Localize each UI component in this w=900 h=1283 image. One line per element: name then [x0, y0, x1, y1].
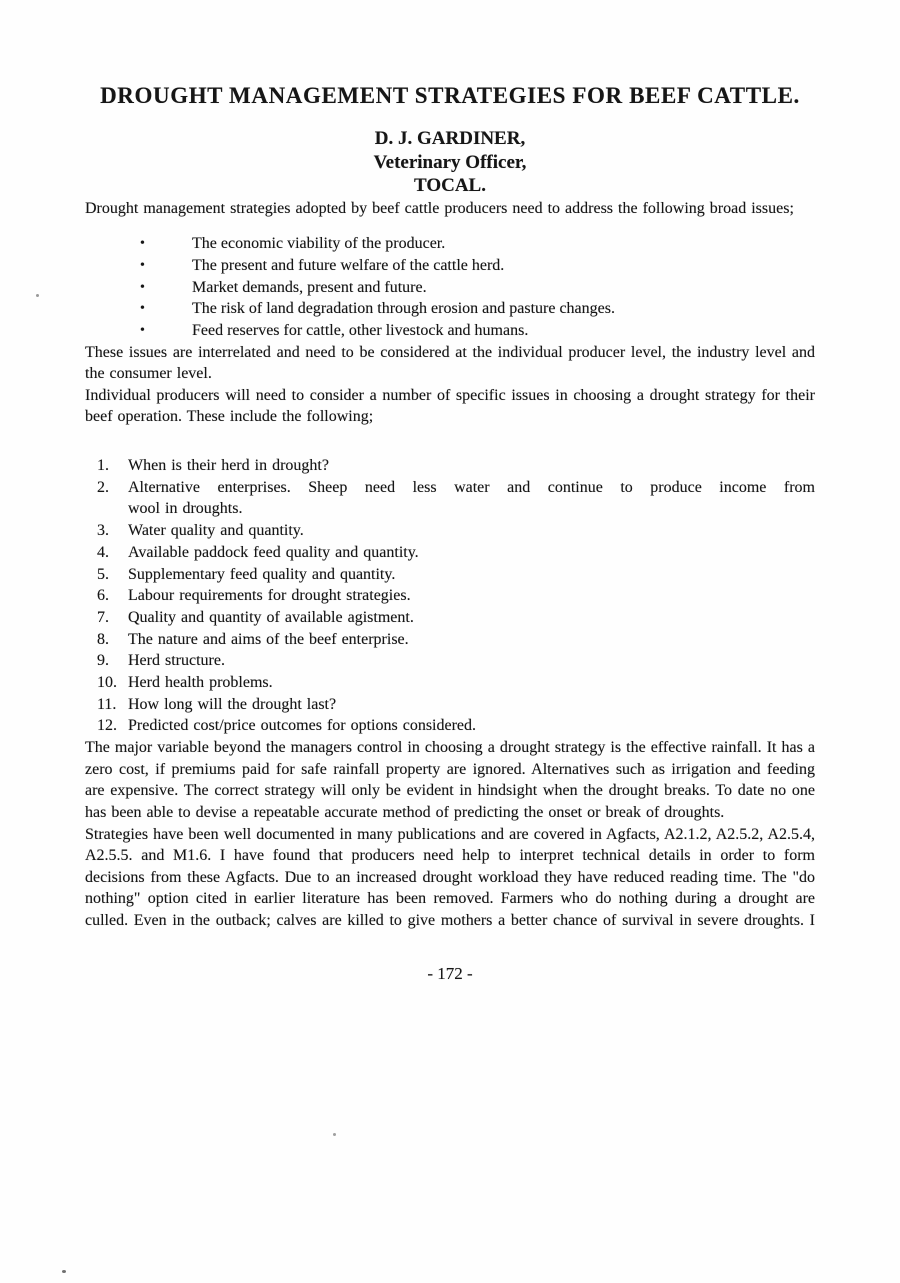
- item-number: 6.: [97, 587, 109, 605]
- item-number: 10.: [97, 674, 117, 692]
- bullet-text: Market demands, present and future.: [192, 278, 427, 296]
- item-number: 7.: [97, 608, 109, 626]
- list-item: [85, 298, 815, 320]
- paragraph-interrelated: These issues are interrelated and need to be considered at the individual producer level, the industry level and the consumer level.: [85, 343, 815, 383]
- list-item: [97, 564, 815, 586]
- list-item: [97, 607, 815, 629]
- item-number: 12.: [97, 717, 117, 735]
- scan-speck: [333, 1133, 336, 1136]
- numbered-list: [97, 455, 815, 737]
- bullet-icon: •: [140, 322, 145, 338]
- list-item: [85, 320, 815, 342]
- list-item: [97, 672, 815, 694]
- author-block: [85, 127, 815, 198]
- list-item: [97, 694, 815, 716]
- list-item: [97, 629, 815, 651]
- scan-speck: [36, 294, 39, 297]
- item-text: Available paddock feed quality and quantity.: [128, 543, 419, 561]
- list-item: [97, 715, 815, 737]
- bullet-text: The risk of land degradation through erosion and pasture changes.: [192, 300, 615, 318]
- list-item: [97, 542, 815, 564]
- item-text: Quality and quantity of available agistment.: [128, 608, 414, 626]
- item-text: How long will the drought last?: [128, 695, 337, 713]
- list-item: [85, 277, 815, 299]
- item-text: Labour requirements for drought strategies.: [128, 587, 411, 605]
- scan-speck: [62, 1270, 66, 1273]
- list-item: [97, 585, 815, 607]
- bullet-icon: •: [140, 301, 145, 317]
- item-number: 8.: [97, 630, 109, 648]
- bullet-icon: •: [140, 236, 145, 252]
- item-text: Predicted cost/price outcomes for options considered.: [128, 717, 477, 735]
- paragraph-major-variable: The major variable beyond the managers control in choosing a drought strategy is the effective rainfall. It has a zero cost, if premiums paid for safe rainfall property are ignored. Alternatives such as irrigation and feeding are expensive. The correct strategy will only be evident in hindsight when the drought breaks. To date no one has been able to devise a repeatable accurate method of predicting the onset or break of droughts.: [85, 739, 815, 821]
- page-footer: [85, 963, 815, 985]
- page-number: - 172 -: [427, 964, 473, 984]
- item-number: 11.: [97, 695, 117, 713]
- item-text: Herd structure.: [128, 652, 225, 670]
- bullet-icon: •: [140, 279, 145, 295]
- item-text: Water quality and quantity.: [128, 522, 304, 540]
- author-organisation: TOCAL.: [414, 175, 486, 196]
- document-title: DROUGHT MANAGEMENT STRATEGIES FOR BEEF CATTLE.: [100, 83, 800, 108]
- item-number: 4.: [97, 543, 109, 561]
- item-number: 1.: [97, 456, 109, 474]
- item-text: Alternative enterprises. Sheep need less water and continue to produce income from: [128, 478, 815, 496]
- list-item: [97, 477, 815, 520]
- list-item: [97, 650, 815, 672]
- list-item: [85, 255, 815, 277]
- bullet-list: [85, 233, 815, 342]
- bullet-text: The economic viability of the producer.: [192, 235, 446, 253]
- bullet-icon: •: [140, 257, 145, 273]
- item-number: 3.: [97, 522, 109, 540]
- item-text: When is their herd in drought?: [128, 456, 329, 474]
- item-number: 9.: [97, 652, 109, 670]
- item-number: 2.: [97, 478, 109, 496]
- author-role: Veterinary Officer,: [373, 151, 527, 173]
- list-item: [97, 455, 815, 477]
- bullet-text: Feed reserves for cattle, other livestock and humans.: [192, 321, 529, 339]
- bullet-text: The present and future welfare of the cattle herd.: [192, 256, 505, 274]
- item-text: Herd health problems.: [128, 674, 273, 692]
- list-item: [97, 520, 815, 542]
- list-item: [85, 233, 815, 255]
- item-number: 5.: [97, 565, 109, 583]
- item-text: Supplementary feed quality and quantity.: [128, 565, 396, 583]
- paragraph-intro: Drought management strategies adopted by beef cattle producers need to address the following broad issues;: [85, 199, 794, 217]
- paragraph-strategies: Strategies have been well documented in many publications and are covered in Agfacts, A2.1.2, A2.5.2, A2.5.4, A2.5.5. and M1.6. I have found that producers need help to interpret technical details in order to form decisions from these Agfacts. Due to an increased drought workload they have reduced reading time. The "do nothing" option cited in earlier literature has been removed. Farmers who do nothing during a drought are culled. Even in the outback; calves are killed to give mothers a better chance of survival in severe droughts. I: [85, 825, 815, 929]
- paragraph-individual: Individual producers will need to consider a number of specific issues in choosing a drought strategy for their beef operation. These include the following;: [85, 386, 815, 426]
- item-text: wool in droughts.: [128, 500, 243, 518]
- item-text: The nature and aims of the beef enterprise.: [128, 630, 409, 648]
- author-name: D. J. GARDINER,: [374, 128, 526, 149]
